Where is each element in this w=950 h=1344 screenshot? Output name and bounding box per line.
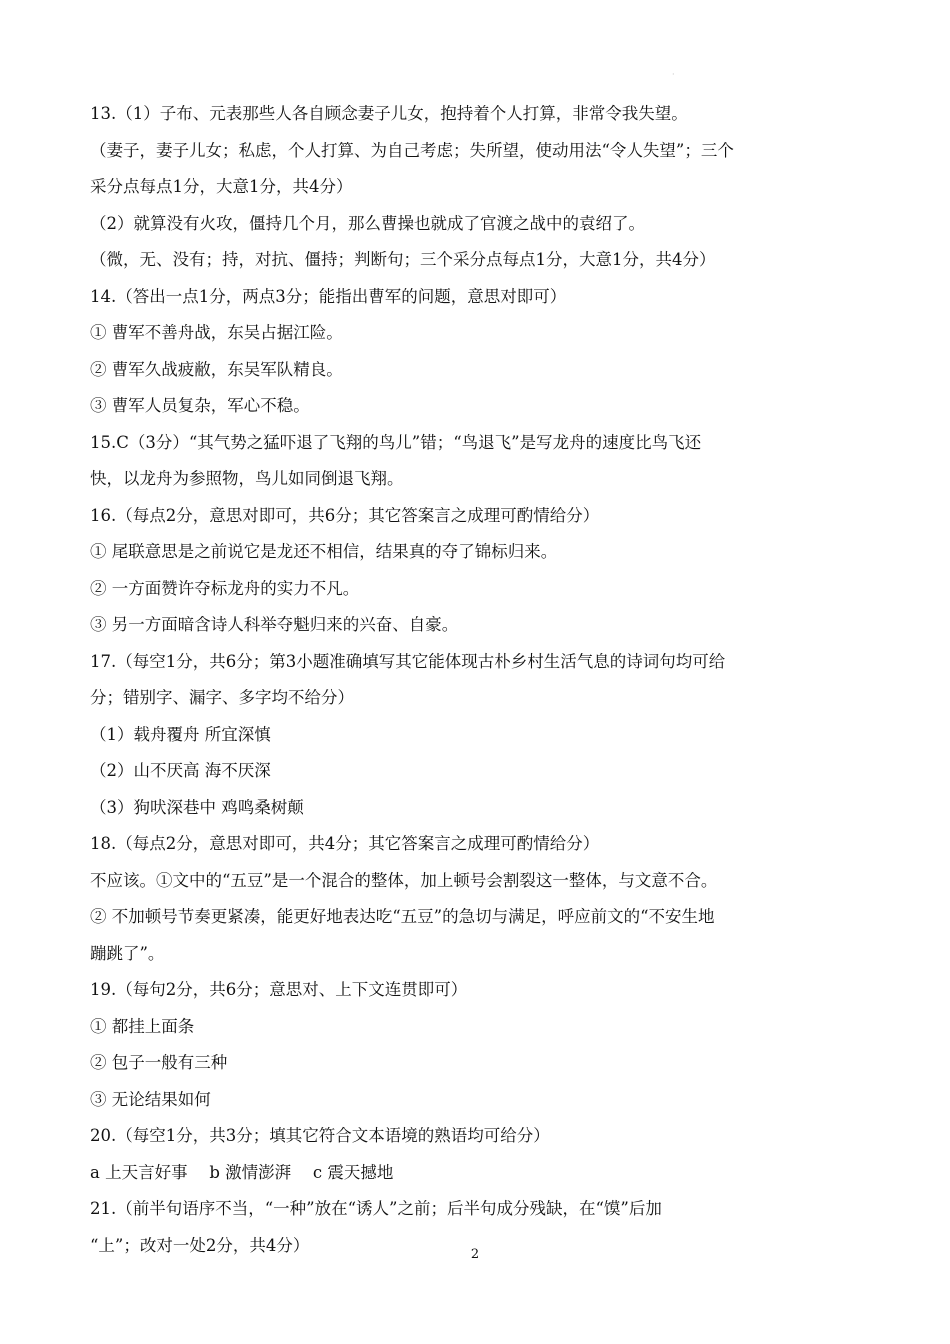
text-line: 13.（1）子布、元表那些人各自顾念妻子儿女，抱持着个人打算，非常令我失望。 [90, 104, 688, 123]
text-line: 17.（每空1分，共6分；第3小题准确填写其它能体现古朴乡村生活气息的诗词句均可给 [90, 651, 726, 671]
text-line: （3）狗吠深巷中 鸡鸣桑树颠 [90, 797, 304, 817]
text-line: “上”；改对一处2分，共4分） [90, 1235, 310, 1255]
text-line: 快，以龙舟为参照物，鸟儿如同倒退飞翔。 [90, 469, 404, 488]
text-line: （1）载舟覆舟 所宜深慎 [90, 724, 271, 744]
text-line: ③ 另一方面暗含诗人科举夺魁归来的兴奋、自豪。 [90, 615, 459, 634]
text-line: （2）就算没有火攻，僵持几个月，那么曹操也就成了官渡之战中的袁绍了。 [90, 213, 645, 233]
text-line: 不应该。①文中的“五豆”是一个混合的整体，加上顿号会割裂这一整体，与文意不合。 [90, 870, 718, 890]
text-line: ① 曹军不善舟战，东吴占据江险。 [90, 323, 343, 342]
text-line: 20.（每空1分，共3分；填其它符合文本语境的熟语均可给分） [90, 1126, 550, 1145]
text-line: ③ 曹军人员复杂，军心不稳。 [90, 396, 310, 415]
text-line: ③ 无论结果如何 [90, 1089, 211, 1109]
text-line: 14.（答出一点1分，两点3分；能指出曹军的问题，意思对即可） [90, 286, 567, 306]
text-line: ② 不加顿号节奏更紧凑，能更好地表达吃“五豆”的急切与满足，呼应前文的“不安生地 [90, 907, 715, 926]
text-line: ② 包子一般有三种 [90, 1053, 228, 1072]
page-number: 2 [470, 1247, 480, 1262]
text-line: 分；错别字、漏字、多字均不给分） [90, 688, 354, 707]
text-line: （妻子，妻子儿女；私虑，个人打算、为自己考虑；失所望，使动用法“令人失望”；三个 [90, 140, 734, 160]
text-line: 21.（前半句语序不当，“一种”放在“诱人”之前；后半句成分残缺，在“馍”后加 [90, 1199, 662, 1218]
text-line: （2）山不厌高 海不厌深 [90, 761, 271, 780]
text-line: 15.C（3分）“其气势之猛吓退了飞翔的鸟儿”错；“鸟退飞”是写龙舟的速度比鸟飞还 [90, 432, 702, 452]
text-line: ② 曹军久战疲敝，东吴军队精良。 [90, 359, 343, 379]
answer-content [90, 96, 865, 1264]
text-line: 18.（每点2分，意思对即可，共4分；其它答案言之成理可酌情给分） [90, 834, 600, 853]
text-line: ① 都挂上面条 [90, 1016, 195, 1036]
text-line: a 上天言好事 b 激情澎湃 c 震天撼地 [90, 1162, 394, 1182]
text-line: 采分点每点1分，大意1分，共4分） [90, 177, 353, 196]
text-line: 19.（每句2分，共6分；意思对、上下文连贯即可） [90, 980, 468, 999]
text-line: （微，无、没有；持，对抗、僵持；判断句；三个采分点每点1分，大意1分，共4分） [90, 250, 716, 269]
text-line: 蹦跳了”。 [90, 943, 165, 963]
text-line: ① 尾联意思是之前说它是龙还不相信，结果真的夺了锦标归来。 [90, 542, 558, 561]
text-line: 16.（每点2分，意思对即可，共6分；其它答案言之成理可酌情给分） [90, 505, 600, 525]
text-line: ② 一方面赞许夺标龙舟的实力不凡。 [90, 578, 360, 598]
scan-mark: · [672, 70, 675, 79]
